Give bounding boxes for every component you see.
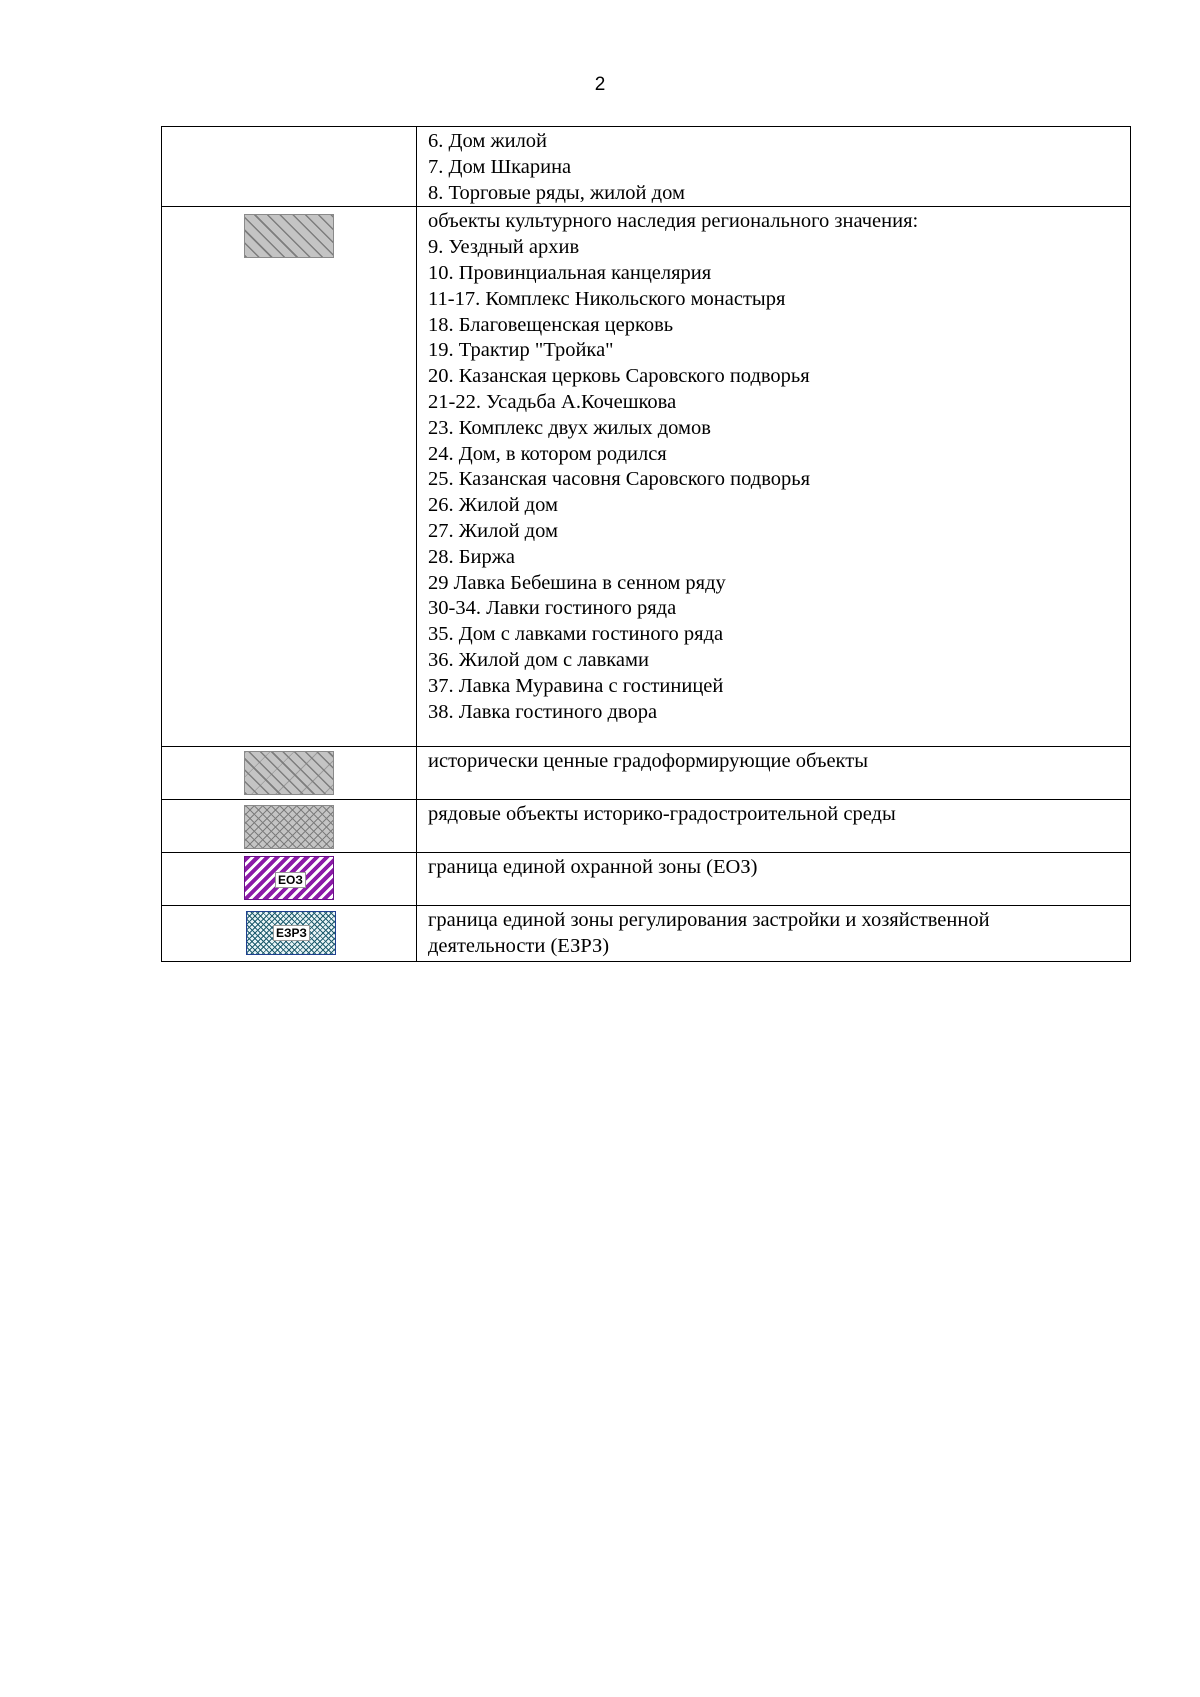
- legend-text-line: 35. Дом с лавками гостиного ряда: [428, 623, 724, 646]
- legend-table: [161, 126, 1131, 962]
- legend-text-line: 8. Торговые ряды, жилой дом: [428, 181, 685, 204]
- legend-row: [162, 800, 1131, 853]
- legend-text-line: 9. Уездный архив: [428, 236, 580, 259]
- legend-text-line: деятельности (ЕЗРЗ): [428, 935, 610, 958]
- ordinary-objects-crosshatch-icon: [244, 805, 334, 849]
- legend-text-line: 18. Благовещенская церковь: [428, 313, 674, 336]
- eoz-symbol-label: ЕОЗ: [275, 872, 306, 888]
- legend-text-line: 30-34. Лавки гостиного ряда: [428, 597, 677, 620]
- page-number: 2: [594, 74, 606, 95]
- legend-text-line: 28. Биржа: [428, 545, 516, 568]
- eoz-boundary-icon: [244, 856, 334, 900]
- legend-text-line: 36. Жилой дом с лавками: [428, 648, 649, 671]
- legend-text-line: 20. Казанская церковь Саровского подворья: [428, 365, 810, 388]
- legend-symbol-cell: [162, 747, 417, 800]
- legend-text-line: граница единой охранной зоны (ЕОЗ): [428, 856, 758, 879]
- legend-symbol-cell: [162, 127, 417, 207]
- legend-text-line: 37. Лавка Муравина с гостиницей: [428, 674, 724, 697]
- legend-text-cell: [417, 127, 1131, 207]
- legend-text-cell: [417, 207, 1131, 747]
- legend-text-line: 6. Дом жилой: [428, 130, 548, 152]
- legend-text-line: 25. Казанская часовня Саровского подворья: [428, 468, 811, 491]
- legend-text-line: 29 Лавка Бебешина в сенном ряду: [428, 571, 726, 594]
- legend-text-line: 27. Жилой дом: [428, 519, 558, 542]
- legend-symbol-cell: [162, 800, 417, 853]
- legend-text-line: 38. Лавка гостиного двора: [428, 700, 658, 723]
- legend-row: [162, 747, 1131, 800]
- legend-symbol-cell: [162, 906, 417, 962]
- ezrz-symbol-label: ЕЗРЗ: [273, 925, 310, 941]
- legend-symbol-cell: [162, 207, 417, 747]
- legend-text-cell: [417, 800, 1131, 853]
- legend-text-line: 26. Жилой дом: [428, 494, 558, 517]
- legend-heading: объекты культурного наследия регионального значения:: [428, 210, 919, 233]
- legend-text-cell: [417, 906, 1131, 962]
- legend-text-cell: [417, 747, 1131, 800]
- legend-text-line: 21-22. Усадьба А.Кочешкова: [428, 390, 677, 413]
- legend-row: [162, 127, 1131, 207]
- regional-heritage-hatch-icon: [244, 214, 334, 258]
- legend-text-cell: [417, 853, 1131, 906]
- legend-row: [162, 853, 1131, 906]
- legend-text-line: 11-17. Комплекс Никольского монастыря: [428, 287, 786, 310]
- legend-text-line: 24. Дом, в котором родился: [428, 442, 667, 465]
- legend-text-line: граница единой зоны регулирования застройки и хозяйственной: [428, 909, 990, 932]
- ezrz-boundary-icon: [246, 911, 336, 955]
- legend-text-line: 19. Трактир "Тройка": [428, 339, 614, 362]
- legend-text-line: 23. Комплекс двух жилых домов: [428, 416, 711, 439]
- legend-symbol-cell: [162, 853, 417, 906]
- legend-row: [162, 207, 1131, 747]
- legend-text-line: 10. Провинциальная канцелярия: [428, 261, 712, 284]
- valuable-objects-hatch-icon: [244, 751, 334, 795]
- legend-text-line: рядовые объекты историко-градостроительной среды: [428, 803, 896, 826]
- legend-text-line: исторически ценные градоформирующие объекты: [428, 750, 868, 773]
- legend-text-line: 7. Дом Шкарина: [428, 155, 572, 178]
- legend-row: [162, 906, 1131, 962]
